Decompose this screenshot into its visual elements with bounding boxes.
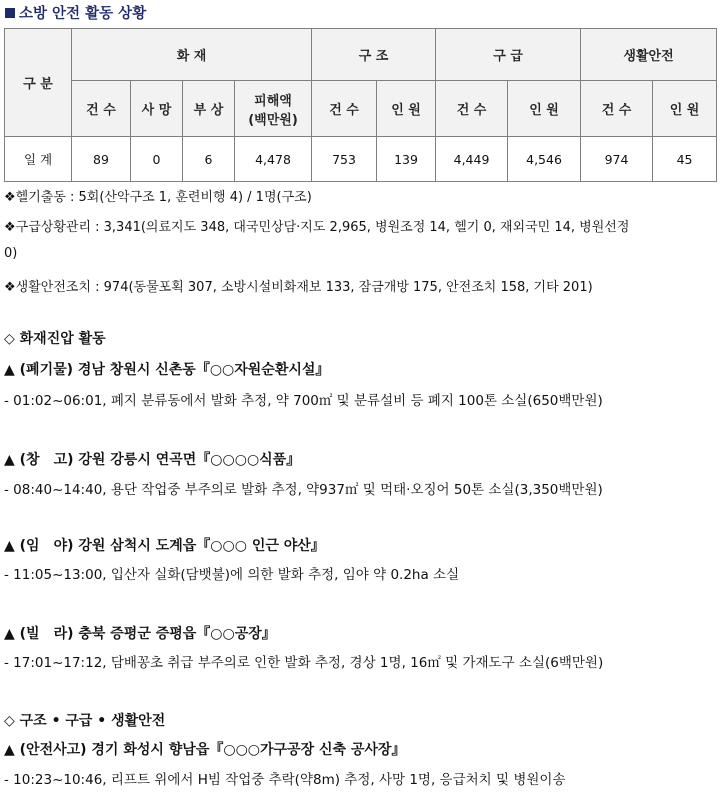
section-title	[5, 2, 146, 23]
ems-persons-header: 인 원	[508, 81, 581, 137]
rescue-count-header: 건 수	[312, 81, 377, 137]
row-label: 일 계	[5, 137, 72, 182]
rescue-persons-cell: 139	[377, 137, 436, 182]
safety-group-header: 생활안전	[581, 29, 717, 81]
ems-management-summary: ❖구급상황관리 : 3,341(의료지도 348, 대국민상담·지도 2,965, 병원조정 14, 헬기 0, 재외국민 14, 병원선정	[4, 220, 630, 235]
table-header-row-2	[5, 81, 717, 137]
safety-count-header: 건 수	[581, 81, 653, 137]
fire-damage-header-line2: (백만원)	[248, 112, 298, 128]
ems-count-cell: 4,449	[436, 137, 508, 182]
incident-title: ▲ (임 야) 강원 삼척시 도계읍『○○○ 인근 야산』	[4, 538, 325, 554]
incident-detail: - 11:05~13:00, 입산자 실화(담뱃불)에 의한 발화 추정, 임야 약 0.2ha 소실	[4, 567, 460, 583]
rescue-section-heading: ◇ 구조 • 구급 • 생활안전	[4, 713, 166, 729]
incident-detail: - 10:23~10:46, 리프트 위에서 H빔 작업중 추락(약8m) 추정, 사망 1명, 응급처치 및 병원이송	[4, 772, 566, 788]
rescue-persons-header: 인 원	[377, 81, 436, 137]
incident-title: ▲ (폐기물) 경남 창원시 신촌동『○○자원순환시설』	[4, 362, 330, 378]
ems-count-header: 건 수	[436, 81, 508, 137]
fire-deaths-header: 사 망	[131, 81, 183, 137]
fire-group-header: 화 재	[72, 29, 312, 81]
fire-count-header: 건 수	[72, 81, 131, 137]
fire-damage-cell: 4,478	[235, 137, 312, 182]
incident-detail: - 17:01~17:12, 담배꽁초 취급 부주의로 인한 발화 추정, 경상 1명, 16㎡ 및 가재도구 소실(6백만원)	[4, 655, 604, 671]
incident-title: ▲ (창 고) 강원 강릉시 연곡면『○○○○식품』	[4, 452, 301, 468]
table-header-row-1	[5, 29, 717, 81]
safety-persons-header: 인 원	[653, 81, 717, 137]
safety-persons-cell: 45	[653, 137, 717, 182]
fire-count-cell: 89	[72, 137, 131, 182]
fire-damage-header-line1: 피해액	[254, 93, 292, 109]
incident-title: ▲ (안전사고) 경기 화성시 향남읍『○○○가구공장 신축 공사장』	[4, 742, 406, 758]
section-title-text: 소방 안전 활동 상황	[19, 6, 147, 22]
square-bullet-icon	[5, 8, 15, 18]
ems-management-summary-cont: 0)	[4, 246, 18, 261]
fire-injuries-header: 부 상	[183, 81, 235, 137]
table-row	[5, 137, 717, 182]
helicopter-summary: ❖헬기출동 : 5회(산악구조 1, 훈련비행 4) / 1명(구조)	[4, 190, 312, 205]
row-header-cell: 구 분	[5, 29, 72, 137]
fire-injuries-cell: 6	[183, 137, 235, 182]
safety-count-cell: 974	[581, 137, 653, 182]
rescue-count-cell: 753	[312, 137, 377, 182]
ems-persons-cell: 4,546	[508, 137, 581, 182]
ems-group-header: 구 급	[436, 29, 581, 81]
incident-detail: - 08:40~14:40, 용단 작업중 부주의로 발화 추정, 약937㎡ 및 먹태·오징어 50톤 소실(3,350백만원)	[4, 482, 603, 498]
stats-table	[4, 28, 717, 182]
incident-detail: - 01:02~06:01, 폐지 분류동에서 발화 추정, 약 700㎡ 및 분류설비 등 폐지 100톤 소실(650백만원)	[4, 393, 603, 409]
safety-measures-summary: ❖생활안전조치 : 974(동물포획 307, 소방시설비화재보 133, 잠금개방 175, 안전조치 158, 기타 201)	[4, 280, 593, 295]
incident-title: ▲ (빌 라) 충북 증평군 증평읍『○○공장』	[4, 626, 276, 642]
fire-damage-header	[235, 81, 312, 137]
fire-section-heading: ◇ 화재진압 활동	[4, 331, 106, 347]
rescue-group-header: 구 조	[312, 29, 436, 81]
fire-deaths-cell: 0	[131, 137, 183, 182]
